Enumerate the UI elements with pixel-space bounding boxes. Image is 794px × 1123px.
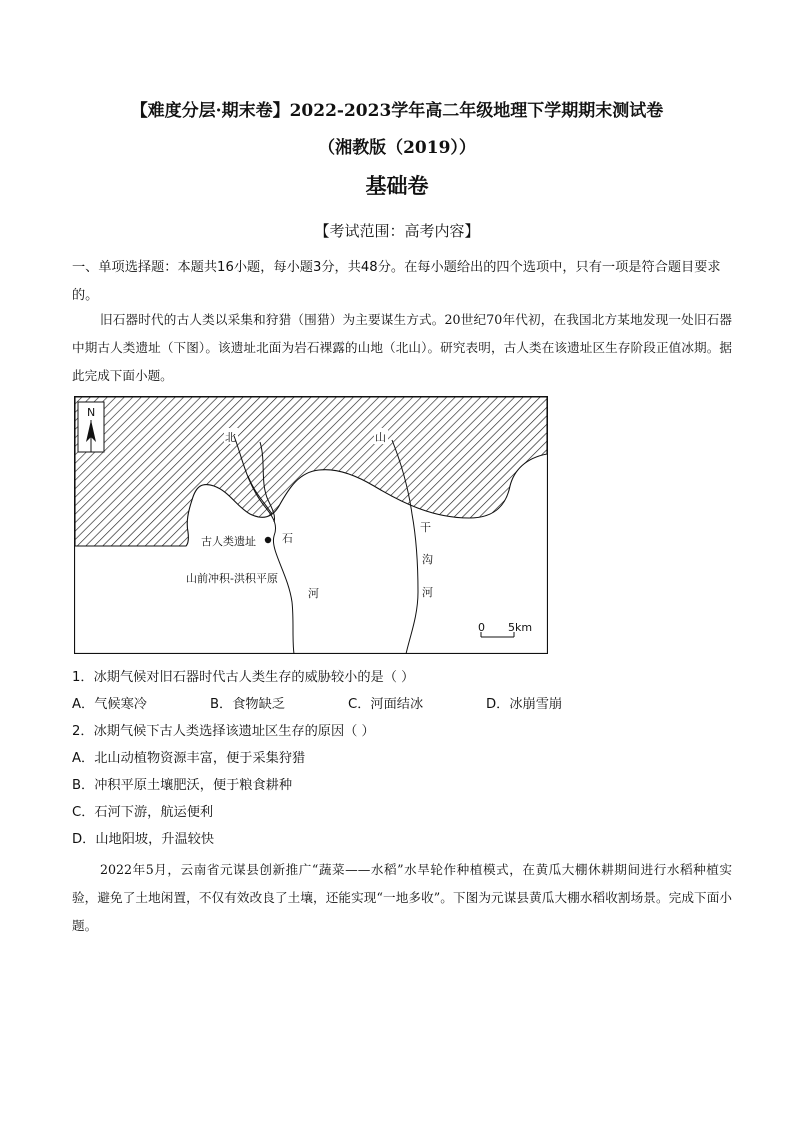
- option-a: A．北山动植物资源丰富，便于采集狩猎: [72, 751, 306, 766]
- option-a: A．气候寒冷: [72, 697, 147, 712]
- label-bei: 北: [225, 431, 236, 444]
- scale-km: 5km: [508, 621, 533, 634]
- paper-level: 基础卷: [365, 173, 429, 198]
- paper-subtitle: （湘教版（2019））: [318, 138, 476, 158]
- label-gou: 沟: [422, 553, 433, 566]
- option-d: D．冰崩雪崩: [486, 697, 563, 712]
- question-stem: 2．冰期气候下古人类选择该遗址区生存的原因（ ）: [72, 724, 375, 739]
- label-site: 古人类遗址: [201, 535, 256, 548]
- label-he-left: 河: [308, 587, 319, 600]
- option-b: B．食物缺乏: [210, 697, 285, 712]
- option-d: D．山地阳坡，升温较快: [72, 832, 215, 847]
- site-marker: [265, 537, 271, 543]
- question-1: [72, 668, 732, 715]
- site-map: [74, 396, 548, 654]
- label-he-right: 河: [422, 586, 433, 599]
- north-label: N: [87, 406, 96, 419]
- passage-2: 2022年5月，云南省元谋县创新推广“蔬菜——水稻”水旱轮作种植模式，在黄瓜大棚休耕期间进行水稻种植实验，避免了土地闲置，不仅有效改良了土壤，还能实现“一地多收”。下图为元谋县黄瓜大棚水稻收割场景。完成下面小题。: [72, 862, 732, 933]
- option-c: C．河面结冰: [348, 697, 424, 712]
- exam-scope: 【考试范围：高考内容】: [314, 222, 480, 240]
- label-plain: 山前冲积-洪积平原: [186, 572, 278, 585]
- label-shi: 石: [282, 532, 293, 545]
- option-b: B．冲积平原土壤肥沃，便于粮食耕种: [72, 778, 293, 793]
- label-gan: 干: [420, 521, 431, 534]
- passage-1: 旧石器时代的古人类以采集和狩猎（围猎）为主要谋生方式。20世纪70年代初，在我国北方某地发现一处旧石器中期古人类遗址（下图）。该遗址北面为岩石裸露的山地（北山）。研究表明，古人类在该遗址区生存阶段正值冰期。据此完成下面小题。: [72, 312, 732, 383]
- scale-zero: 0: [478, 621, 485, 634]
- question-stem: 1．冰期气候对旧石器时代古人类生存的威胁较小的是（ ）: [72, 670, 415, 685]
- label-shan: 山: [375, 431, 386, 444]
- paper-title: 【难度分层·期末卷】2022-2023学年高二年级地理下学期期末测试卷: [130, 101, 664, 121]
- question-2: [72, 722, 732, 850]
- section-heading: 一、单项选择题：本题共16小题，每小题3分，共48分。在每小题给出的四个选项中，只有一项是符合题目要求的。: [72, 260, 721, 303]
- option-c: C．石河下游，航运便利: [72, 805, 214, 820]
